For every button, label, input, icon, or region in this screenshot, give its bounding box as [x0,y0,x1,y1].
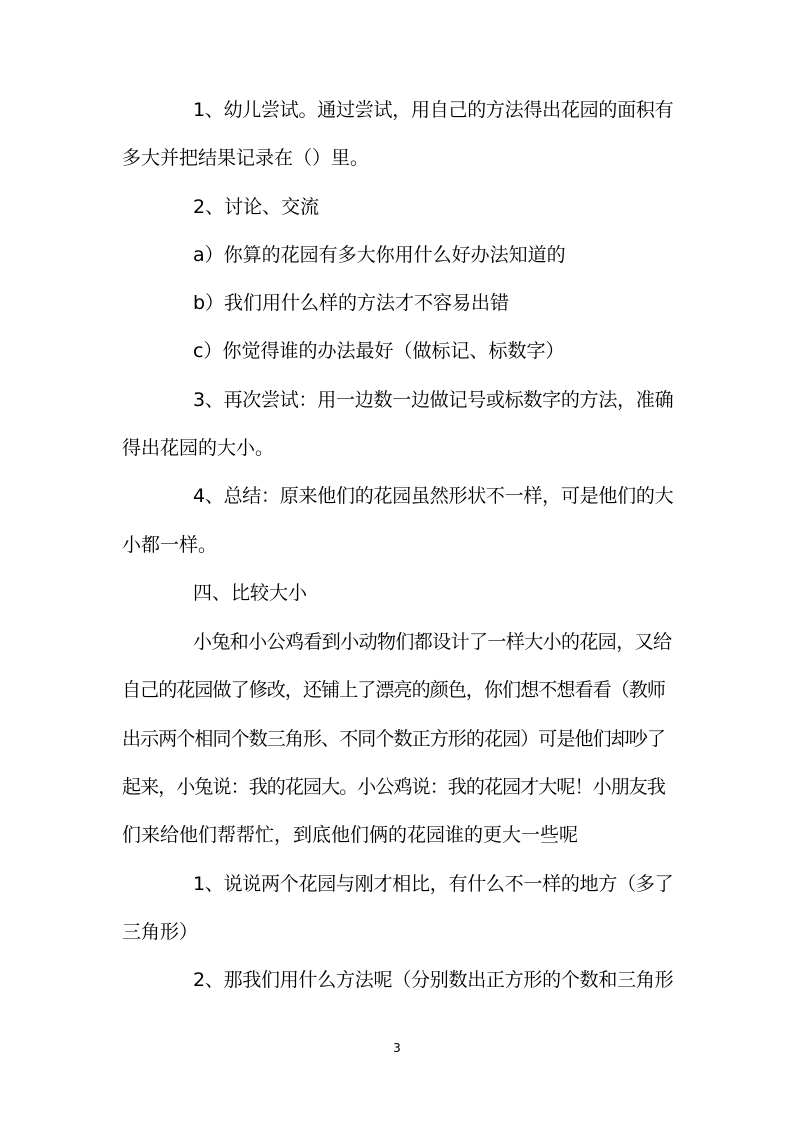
text-line: 1、幼儿尝试。通过尝试，用自己的方法得出花园的面积有 [193,99,674,121]
text-line: 起来，小兔说：我的花园大。小公鸡说：我的花园才大呢！小朋友我 [122,776,666,798]
text-line: 2、讨论、交流 [193,196,320,218]
page-number: 3 [393,1041,401,1055]
text-line: 2、那我们用什么方法呢（分别数出正方形的个数和三角形 [193,969,674,991]
text-line: 得出花园的大小。 [122,437,275,459]
text-line: 们来给他们帮帮忙，到底他们俩的花园谁的更大一些呢 [122,824,579,846]
text-line: 自己的花园做了修改，还铺上了漂亮的颜色，你们想不想看看（教师 [122,679,666,701]
text-line: 小都一样。 [122,534,218,556]
text-line: 4、总结：原来他们的花园虽然形状不一样，可是他们的大 [193,485,674,507]
text-line: 小兔和小公鸡看到小动物们都设计了一样大小的花园，又给 [193,631,672,653]
text-line: 出示两个相同个数三角形、不同个数正方形的花园）可是他们却吵了 [122,728,666,750]
text-line: a）你算的花园有多大你用什么好办法知道的 [193,244,566,266]
text-line: 多大并把结果记录在（）里。 [122,147,370,169]
text-line: 三角形） [122,921,199,943]
text-line: b）我们用什么样的方法才不容易出错 [193,292,510,314]
text-line: 1、说说两个花园与刚才相比，有什么不一样的地方（多了 [193,873,674,895]
text-line: 3、再次尝试：用一边数一边做记号或标数字的方法，准确 [193,389,674,411]
text-line: c）你觉得谁的办法最好（做标记、标数字） [193,340,565,362]
section-heading: 四、比较大小 [193,582,308,604]
